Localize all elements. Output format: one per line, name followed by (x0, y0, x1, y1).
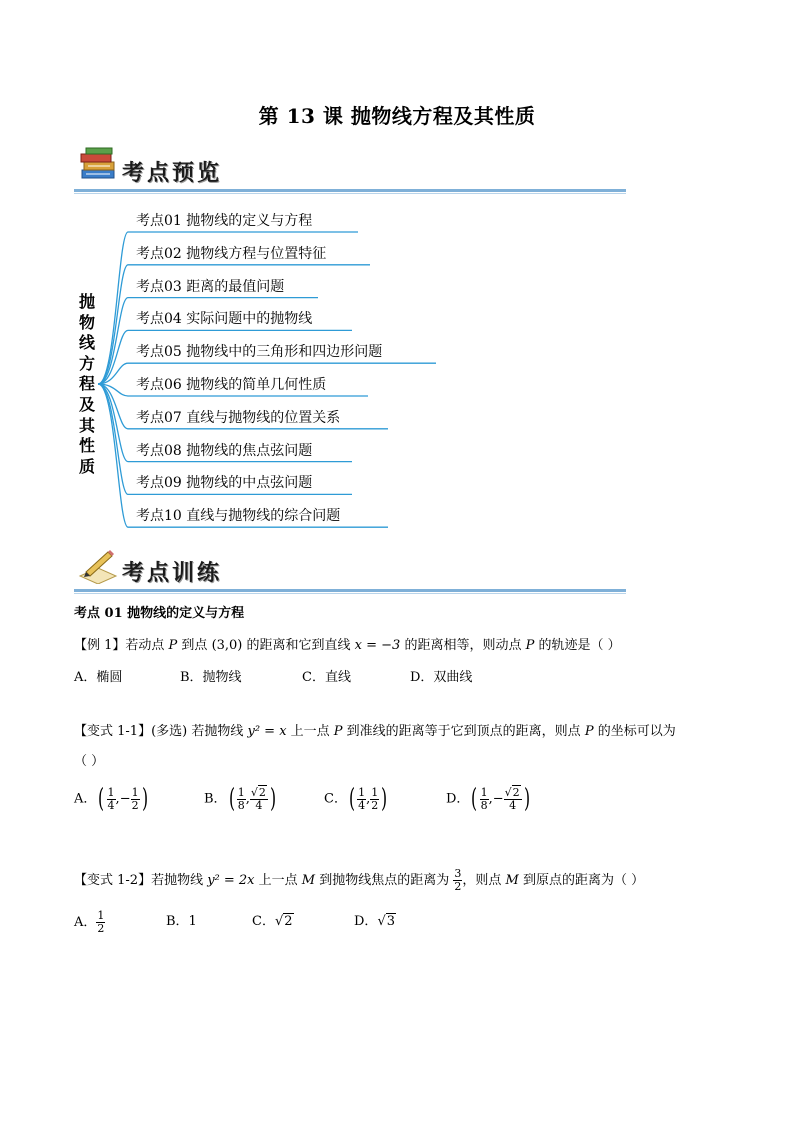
fraction-numerator (370, 787, 379, 800)
variant-1-2-option-d (354, 912, 396, 932)
mindmap-topic-6: 考点06 抛物线的简单几何性质 (136, 377, 327, 393)
mindmap-root-char: 方 (78, 353, 95, 373)
text: 的轨迹是（ ） (534, 638, 621, 653)
text: 到原点的距离为（ ） (518, 873, 645, 888)
mindmap-topic-3: 考点03 距离的最值问题 (136, 278, 285, 295)
option-fraction (96, 910, 105, 935)
parabola-equation: y² = 2x (207, 873, 255, 888)
sqrt-expr: √3 (377, 914, 396, 929)
fraction-denominator: 4 (358, 798, 366, 812)
mindmap-root-char: 抛 (78, 292, 95, 311)
line-equation: x = −3 (354, 638, 401, 653)
fraction-numerator: 3 (454, 867, 462, 880)
fraction-denominator: 2 (454, 880, 462, 893)
option-label: C． (252, 914, 275, 929)
fraction-denominator: 4 (255, 798, 263, 812)
fraction-denominator: 2 (371, 798, 379, 812)
text: 的距离相等，则动点 (400, 638, 526, 653)
left-paren: ( (228, 784, 235, 814)
option-label: D． (446, 791, 470, 807)
right-paren: ) (269, 784, 276, 814)
example-1-prefix: 【例 1】若动点 (74, 638, 169, 653)
page-title: 第 13 课 抛物线方程及其性质 (258, 104, 536, 128)
fraction-numerator: 1 (107, 785, 115, 799)
fraction-numerator-text: 1 (371, 785, 379, 799)
variant-1-1-option-a (74, 786, 150, 812)
x-fraction (107, 787, 116, 812)
var-p: P (584, 724, 594, 739)
mindmap-connectors (0, 0, 794, 560)
fraction-numerator (504, 787, 522, 800)
fraction-numerator-text: 1 (131, 785, 139, 799)
variant-1-2-option-b: B．1 (166, 914, 197, 929)
variant-1-2-option-c (252, 912, 294, 932)
sign: − (492, 791, 504, 807)
fraction-denominator: 4 (107, 798, 115, 812)
fraction-denominator: 2 (97, 922, 105, 935)
y-fraction (504, 787, 522, 812)
mindmap-root-char: 及 (78, 394, 95, 414)
example-1-question (74, 636, 621, 656)
example-1-option-d: D．双曲线 (410, 670, 473, 685)
var-p: P (525, 638, 535, 653)
section-rule (74, 589, 626, 592)
mindmap-root-char: 物 (78, 312, 95, 332)
right-paren: ) (141, 784, 148, 814)
section-rule (74, 189, 626, 192)
fraction-denominator: 2 (131, 798, 139, 812)
y-fraction (131, 787, 140, 812)
comma: , (488, 791, 493, 807)
example-1-option-c: C．直线 (302, 670, 351, 685)
variant-1-2-question (74, 868, 644, 893)
fraction-denominator: 8 (237, 798, 245, 812)
radicand: 2 (284, 914, 293, 929)
left-paren: ( (98, 784, 105, 814)
mindmap-root-char: 性 (78, 436, 95, 456)
text: 上一点 (286, 724, 334, 739)
section-header-preview (74, 146, 626, 194)
text: 到准线的距离等于它到顶点的距离，则点 (342, 724, 585, 739)
variant-1-2-prefix: 【变式 1-2】若抛物线 (74, 873, 208, 888)
right-paren: ) (381, 784, 388, 814)
radicand: 2 (512, 785, 520, 799)
text: 上一点 (254, 873, 302, 888)
section-label-preview: 考点预览 (122, 161, 223, 186)
variant-1-1-option-d (446, 786, 532, 812)
option-label: B． (204, 791, 227, 807)
mindmap-topic-4: 考点04 实际问题中的抛物线 (136, 311, 313, 328)
var-p: P (333, 724, 343, 739)
sqrt-expr: √2 (274, 914, 293, 929)
variant-1-1-question (74, 722, 676, 742)
y-fraction (370, 787, 379, 812)
comma: , (366, 791, 371, 807)
mindmap-topic-10: 考点10 直线与抛物线的综合问题 (136, 508, 341, 525)
right-paren: ) (523, 784, 530, 814)
section-header-training (74, 546, 626, 594)
mindmap-topic-8: 考点08 抛物线的焦点弦问题 (136, 442, 313, 459)
fraction-numerator: 1 (480, 785, 488, 799)
mindmap-topic-9: 考点09 抛物线的中点弦问题 (136, 475, 313, 492)
x-fraction (357, 787, 366, 812)
parabola-equation: y² = x (247, 724, 287, 739)
training-topic-heading: 考点 01 抛物线的定义与方程 (74, 606, 245, 621)
mindmap-root-char: 程 (78, 374, 95, 394)
fraction-numerator (250, 787, 268, 800)
variant-1-2-option-a (74, 910, 105, 935)
example-1-option-a: A．椭圆 (74, 670, 123, 685)
x-fraction (480, 787, 489, 812)
option-label: A． (74, 915, 97, 930)
radicand: 3 (386, 914, 396, 929)
fraction-numerator: 1 (237, 785, 245, 799)
fraction-denominator: 8 (480, 798, 488, 812)
var-m: M (505, 873, 519, 888)
fraction-denominator: 4 (509, 798, 517, 812)
x-fraction (237, 787, 246, 812)
mindmap-root-char: 质 (78, 456, 95, 476)
option-label: C． (324, 791, 347, 807)
mindmap-topic-5: 考点05 抛物线中的三角形和四边形问题 (136, 344, 383, 361)
mindmap-topic-7: 考点07 直线与抛物线的位置关系 (136, 409, 341, 426)
variant-1-1-option-c (324, 786, 389, 812)
fraction-numerator: 1 (358, 785, 366, 799)
mindmap-root-char: 其 (78, 415, 95, 435)
text: 到点 (177, 638, 212, 653)
var-m: M (301, 873, 316, 888)
mindmap-topic-1: 考点01 抛物线的定义与方程 (136, 213, 313, 229)
point-expr: (3,0) (211, 638, 243, 653)
fraction-numerator: 1 (97, 909, 105, 922)
mindmap-topic-2: 考点02 抛物线方程与位置特征 (136, 245, 327, 262)
text: 到抛物线焦点的距离为 (315, 873, 454, 888)
option-label: D． (354, 914, 378, 929)
books-icon (78, 146, 118, 184)
example-1-option-b: B．抛物线 (180, 670, 242, 685)
radicand: 2 (258, 785, 266, 799)
left-paren: ( (348, 784, 356, 814)
y-fraction (250, 787, 268, 812)
variant-1-1-option-b (204, 786, 278, 812)
var-p: P (168, 638, 178, 653)
mindmap-root-title (76, 292, 98, 477)
left-paren: ( (471, 784, 478, 814)
section-rule-thin (74, 593, 626, 594)
sqrt-expr: √2 (504, 785, 520, 799)
comma: , (115, 791, 120, 807)
section-rule-thin (74, 193, 626, 194)
comma: , (245, 791, 250, 807)
sign: − (119, 791, 131, 807)
option-label: A． (74, 791, 97, 807)
text: 的距离和它到直线 (242, 638, 355, 653)
text: ，则点 (462, 873, 506, 888)
pencil-paper-icon (78, 546, 118, 584)
section-label-training: 考点训练 (122, 561, 223, 586)
mindmap-root-char: 线 (78, 333, 95, 353)
variant-1-1-prefix: 【变式 1-1】(多选) 若抛物线 (74, 724, 248, 739)
variant-1-1-blank: （ ） (74, 754, 105, 769)
fraction-numerator (131, 787, 140, 800)
sqrt-expr: √2 (250, 785, 266, 799)
text: 的坐标可以为 (593, 724, 676, 739)
